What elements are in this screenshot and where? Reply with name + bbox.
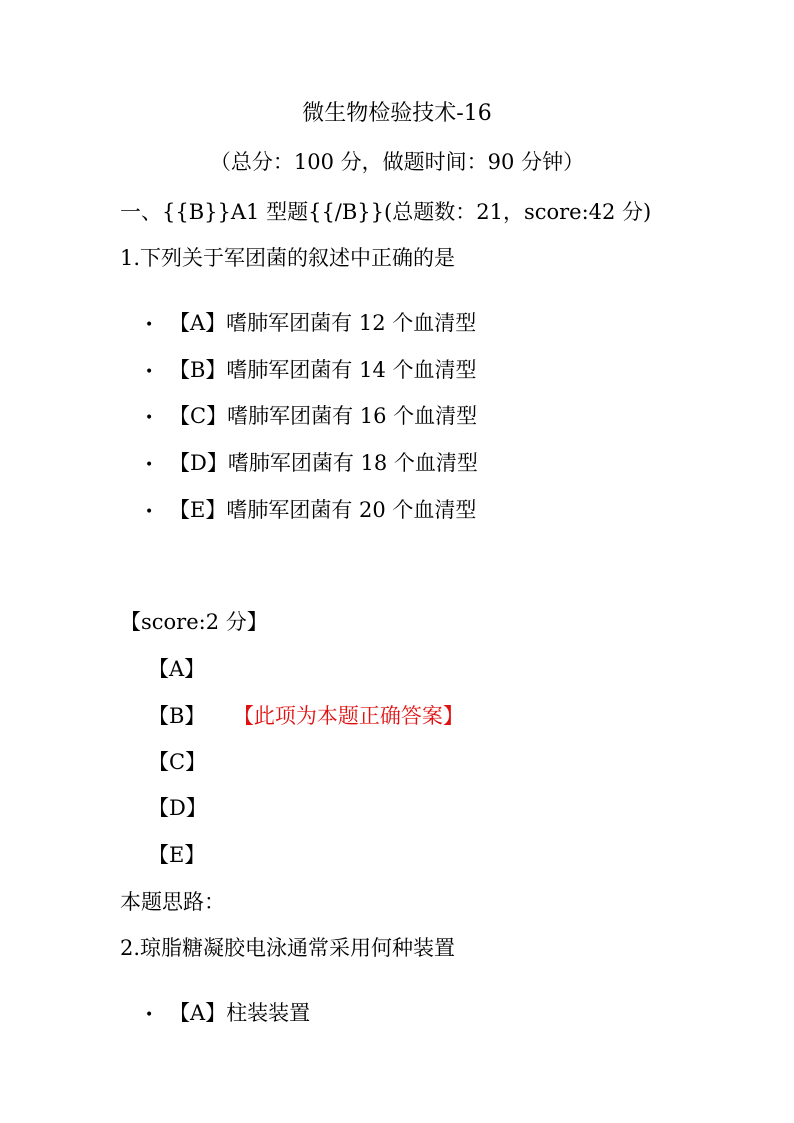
q1-option-e [145,494,476,524]
option-label: 【A】嗜肺军团菌有 12 个血清型 [169,311,477,335]
option-label: 【B】嗜肺军团菌有 14 个血清型 [169,358,477,382]
section-heading: 一、{{B}}A1 型题{{/B}}(总题数：21，score:42 分) [120,200,652,224]
q1-option-a [145,307,476,337]
q1-answer-d: 【D】 [148,796,207,820]
q1-answer-a: 【A】 [148,657,206,681]
q1-answer-b [148,700,464,730]
q1-answer-c: 【C】 [148,750,207,774]
bullet-icon: • [145,503,154,520]
question-1-text: 1.下列关于军团菌的叙述中正确的是 [120,246,456,270]
option-label: 【C】嗜肺军团菌有 16 个血清型 [169,404,478,428]
bullet-icon: • [145,363,154,380]
q2-option-a [145,997,310,1027]
bullet-icon: • [145,316,154,333]
bullet-icon: • [145,1006,154,1023]
answer-label: 【B】 [148,704,206,728]
option-label: 【A】柱装装置 [169,1001,311,1025]
correct-answer-note: 【此项为本题正确答案】 [243,704,464,728]
option-label: 【E】嗜肺军团菌有 20 个血清型 [169,498,477,522]
option-label: 【D】嗜肺军团菌有 18 个血清型 [169,451,478,475]
bullet-icon: • [145,456,154,473]
document-title: 微生物检验技术-16 [302,101,492,126]
q1-option-d [145,447,478,477]
q1-option-c [145,400,477,430]
question-2-text: 2.琼脂糖凝胶电泳通常采用何种装置 [120,936,456,960]
bullet-icon: • [145,409,154,426]
document-subtitle: （总分：100 分，做题时间：90 分钟） [209,150,585,174]
q1-answer-e: 【E】 [148,843,206,867]
q1-explanation: 本题思路： [120,890,225,914]
q1-option-b [145,354,477,384]
q1-score: 【score:2 分】 [120,610,268,634]
